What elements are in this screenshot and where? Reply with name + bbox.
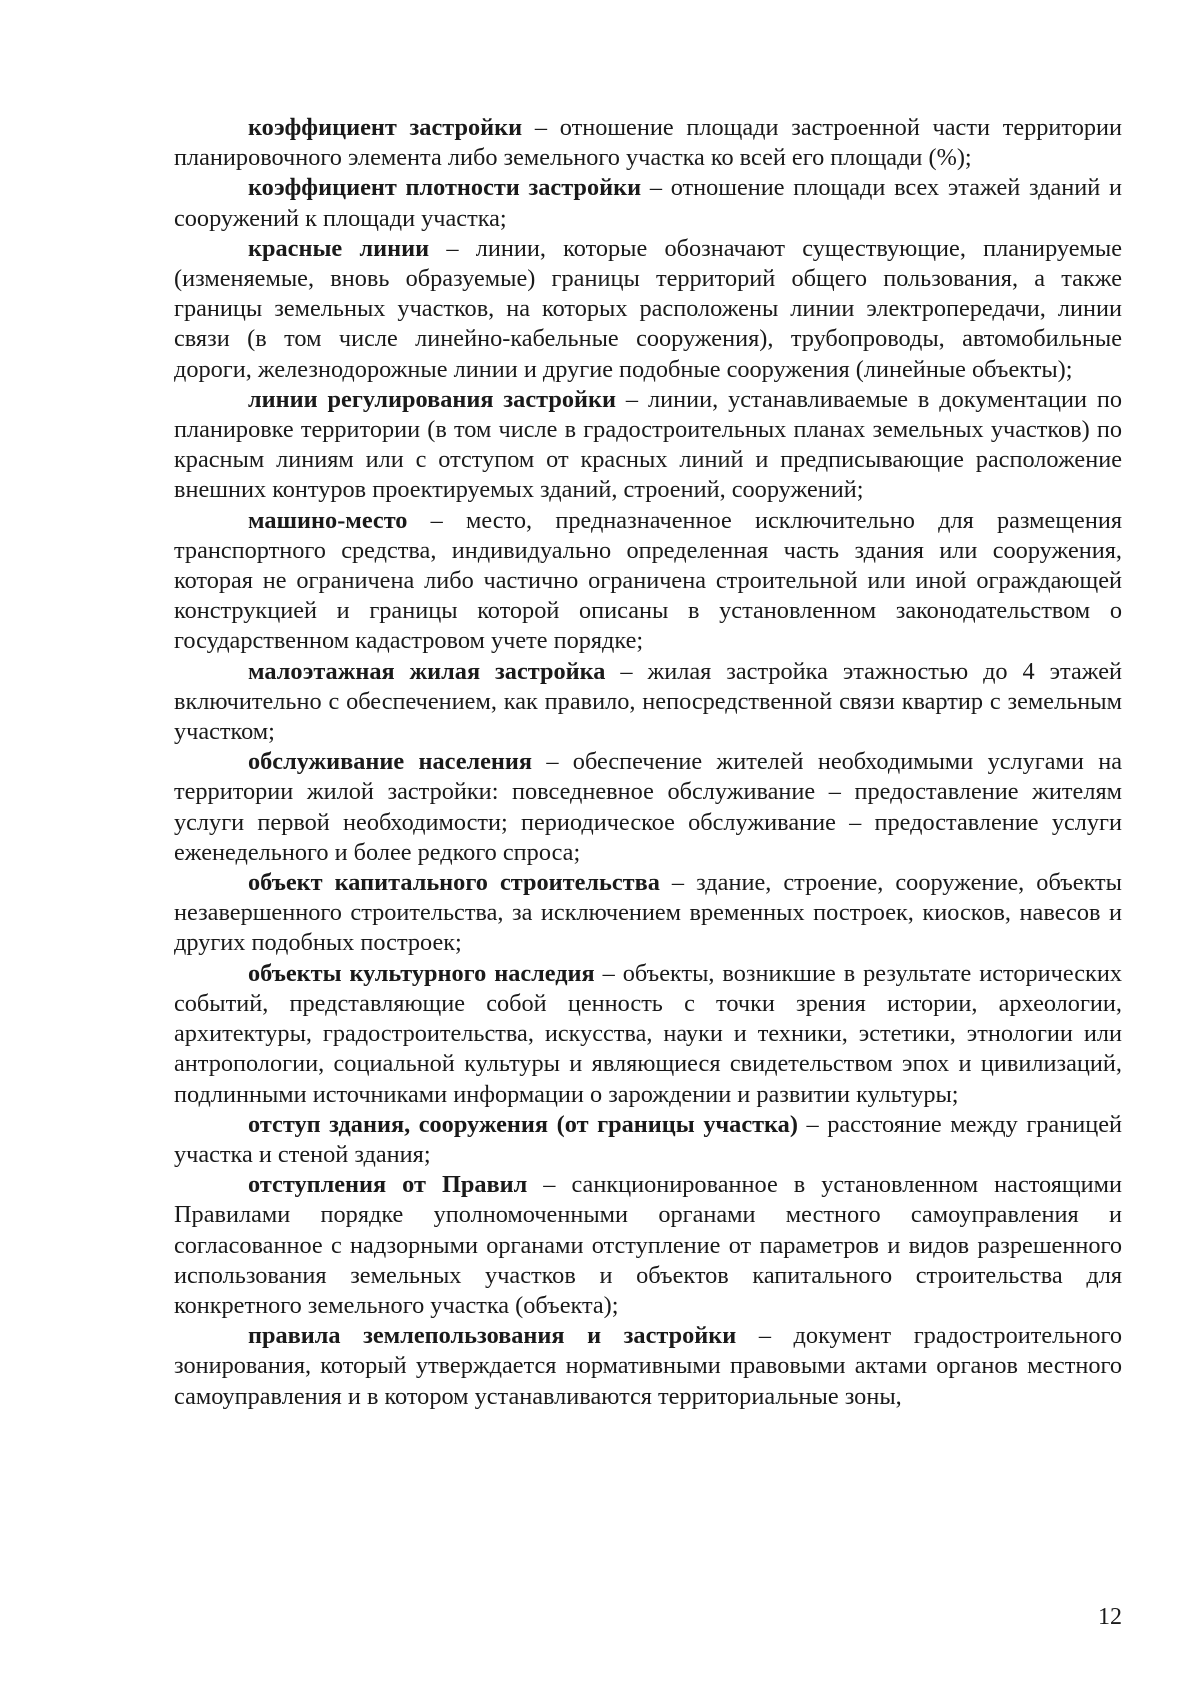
definition-item [174, 506, 1122, 657]
definition-text: – линии, устанавливаемые в документации по планировке территории (в том числе в градостроительных планах земельных участков) по красным линиям или с отступом от красных линий и предписывающие расположение внешних контуров проектируемых зданий, строений, сооружений; [174, 385, 1123, 504]
definition-item [174, 173, 1122, 233]
definition-text: – объекты, возникшие в результате исторических событий, представляющие собой ценность с точки зрения истории, археологии, архитектуры, градостроительства, искусства, науки и техники, эстетики, этнологии или антропологии, социальной культуры и являющиеся свидетельством эпох и цивилизаций, подлинными источниками информации о зарождении и развитии культуры; [174, 959, 1122, 1108]
definition-term: отступления от Правил [248, 1171, 528, 1199]
definition-term: машино-место [248, 506, 408, 534]
definition-term: обслуживание населения [248, 748, 533, 776]
definition-text: – линии, которые обозначают существующие, планируемые (изменяемые, вновь образуемые) границы территорий общего пользования, а также границы земельных участков, на которых расположены линии электропередачи, линии связи (в том числе линейно-кабельные сооружения), трубопроводы, автомобильные дороги, железнодорожные линии и другие подобные сооружения (линейные объекты); [174, 234, 1122, 383]
definition-item [174, 234, 1122, 385]
definition-term: линии регулирования застройки [248, 385, 617, 413]
definition-term: отступ здания, сооружения (от границы участка) [248, 1110, 798, 1138]
definition-term: объекты культурного наследия [248, 959, 595, 987]
definition-text: – место, предназначенное исключительно для размещения транспортного средства, индивидуально определенная часть здания или сооружения, которая не ограничена либо частично ограничена строительной или иной ограждающей конструкцией и границы которой описаны в установленном законодательством о государственном кадастровом учете порядке; [174, 506, 1122, 655]
definition-item [174, 868, 1122, 959]
definition-term: объект капитального строительства [248, 869, 660, 897]
definition-text: – расстояние между границей участка и стеной здания; [174, 1110, 1123, 1168]
definition-item [174, 657, 1122, 748]
definition-item [174, 385, 1122, 506]
definition-text: – обеспечение жителей необходимыми услугами на территории жилой застройки: повседневное обслуживание – предоставление жителям услуги первой необходимости; периодическое обслуживание – предоставление услуги еженедельного и более редкого спроса; [174, 748, 1122, 866]
page-number: 12 [1098, 1604, 1122, 1630]
definition-item [174, 113, 1122, 173]
definition-item [174, 1170, 1122, 1321]
page-content [174, 113, 1122, 1412]
definition-item [174, 747, 1122, 868]
definition-item [174, 1321, 1122, 1412]
definition-text: – документ градостроительного зонирования, который утверждается нормативными правовыми актами органов местного самоуправления и в котором устанавливаются территориальные зоны, [174, 1322, 1122, 1410]
definition-text: – здание, строение, сооружение, объекты незавершенного строительства, за исключением временных построек, киосков, навесов и других подобных построек; [174, 869, 1122, 957]
definition-text: – отношение площади застроенной части территории планировочного элемента либо земельного участка ко всей его площади (%); [174, 114, 1122, 172]
definition-item [174, 1110, 1122, 1170]
definition-text: – отношение площади всех этажей зданий и сооружений к площади участка; [174, 174, 1122, 232]
definition-term: малоэтажная жилая застройка [248, 657, 606, 685]
definition-term: коэффициент застройки [248, 114, 523, 141]
definition-text: – санкционированное в установленном настоящими Правилами порядке уполномоченными органами местного самоуправления и согласованное с надзорными органами отступление от параметров и видов разрешенного использования земельных участков и объектов капитального строительства для конкретного земельного участка (объекта); [174, 1171, 1122, 1319]
definition-text: – жилая застройка этажностью до 4 этажей включительно с обеспечением, как правило, непосредственной связи квартир с земельным участком; [174, 657, 1122, 746]
definition-term: правила землепользования и застройки [248, 1322, 737, 1350]
definition-term: красные линии [248, 234, 430, 262]
definition-term: коэффициент плотности застройки [248, 174, 642, 202]
definition-item [174, 959, 1122, 1110]
